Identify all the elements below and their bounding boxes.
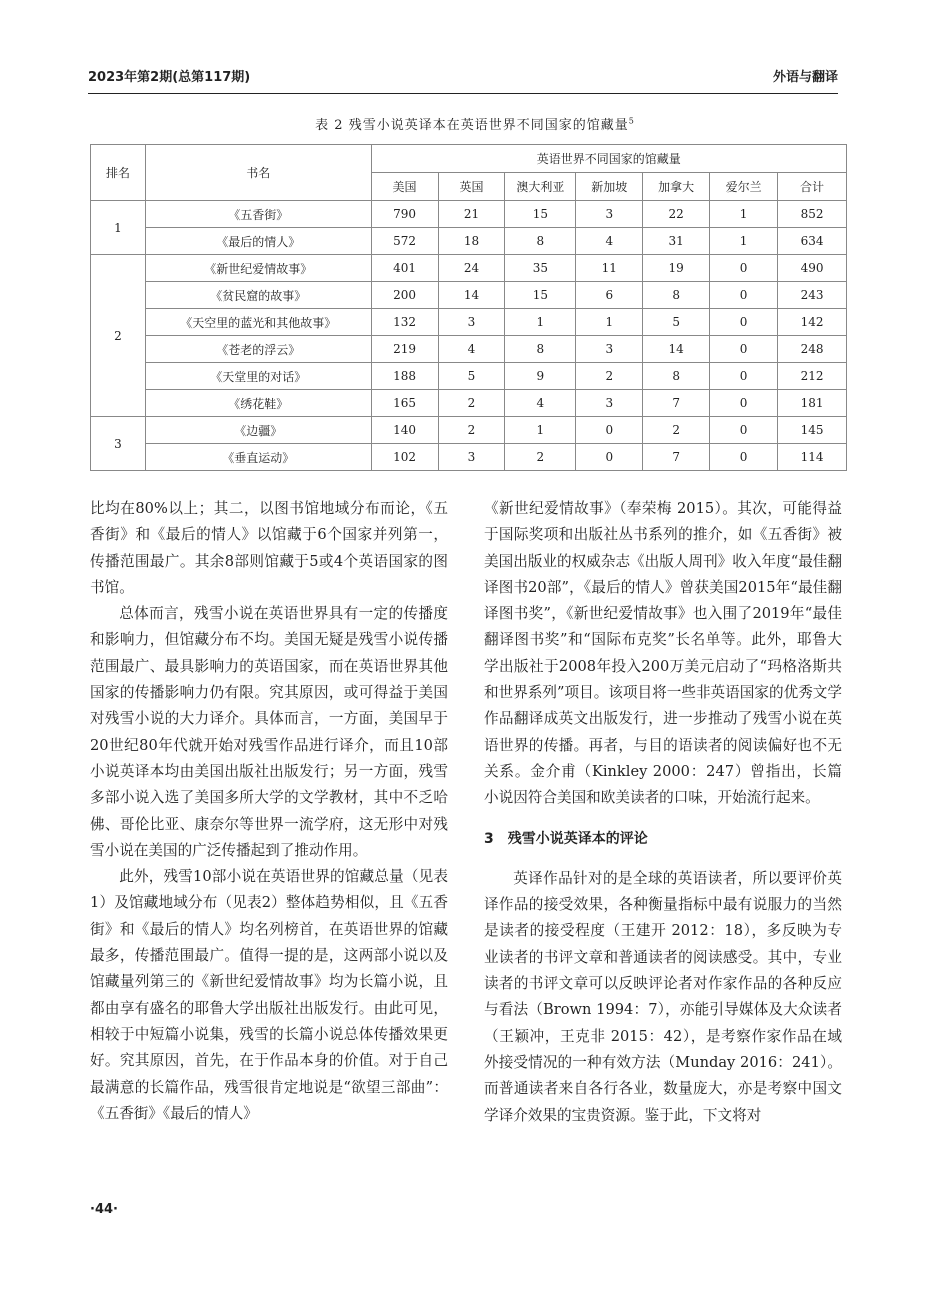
value-cell: 0 (710, 444, 778, 471)
paragraph: 总体而言，残雪小说在英语世界具有一定的传播度和影响力，但馆藏分布不均。美国无疑是残雪小说传播范围最广、最具影响力的英语国家，而在英语世界其他国家的传播影响力仍有限。究其原因，或可得益于美国对残雪小说的大力译介。具体而言，一方面，美国早于20世纪80年代就开始对残雪作品进行译介，而且10部小说英译本均由美国出版社出版发行；另一方面，残雪多部小说入选了美国多所大学的文学教材，其中不乏哈佛、哥伦比亚、康奈尔等世界一流学府，这无形中对残雪小说在美国的广泛传播起到了推动作用。 (90, 605, 448, 859)
value-cell: 11 (576, 255, 643, 282)
value-cell: 8 (505, 336, 576, 363)
value-cell: 5 (438, 363, 505, 390)
table-row (91, 201, 847, 228)
total-cell: 142 (778, 309, 847, 336)
header-group: 英语世界不同国家的馆藏量 (371, 145, 846, 173)
value-cell: 2 (643, 417, 710, 444)
rank-cell: 2 (91, 255, 146, 417)
title-cell: 《最后的情人》 (145, 228, 371, 255)
title-cell: 《苍老的浮云》 (145, 336, 371, 363)
value-cell: 188 (371, 363, 438, 390)
value-cell: 0 (710, 282, 778, 309)
value-cell: 2 (438, 390, 505, 417)
total-cell: 634 (778, 228, 847, 255)
value-cell: 3 (438, 309, 505, 336)
title-cell: 《天堂里的对话》 (145, 363, 371, 390)
rank-cell: 3 (91, 417, 146, 471)
title-cell: 《天空里的蓝光和其他故事》 (145, 309, 371, 336)
value-cell: 15 (505, 201, 576, 228)
value-cell: 9 (505, 363, 576, 390)
value-cell: 3 (576, 390, 643, 417)
right-column (484, 496, 842, 1129)
section-number: 3 (484, 830, 494, 847)
value-cell: 200 (371, 282, 438, 309)
holdings-table (90, 144, 847, 471)
value-cell: 401 (371, 255, 438, 282)
header-country: 英国 (438, 173, 505, 201)
paragraph: 英译作品针对的是全球的英语读者，所以要评价英译作品的接受效果，各种衡量指标中最有说服力的当然是读者的接受程度（王建开 2012：18），多反映为专业读者的书评文章和普通读者的阅读感受。其中，专业读者的书评文章可以反映评论者对作家作品的各种反应与看法（Brown 1994：7），亦能引导媒体及大众读者（王颖冲，王克非 2015：42），是考察作家作品在域外接受情况的一种有效方法（Munday 2016：241）。而普通读者来自各行各业，数量庞大，亦是考察中国文学译介效果的宝贵资源。鉴于此，下文将对 (484, 869, 842, 1124)
header-country: 加拿大 (643, 173, 710, 201)
total-cell: 243 (778, 282, 847, 309)
journal-name: 外语与翻译 (772, 70, 838, 85)
table-row (91, 336, 847, 363)
paragraph: 此外，残雪10部小说在英语世界的馆藏总量（见表1）及馆藏地域分布（见表2）整体趋势相似，且《五香街》和《最后的情人》均名列榜首，在英语世界的馆藏最多，传播范围最广。值得一提的是，这两部小说以及馆藏量列第三的《新世纪爱情故事》均为长篇小说，且都由享有盛名的耶鲁大学出版社出版发行。由此可见，相较于中短篇小说集，残雪的长篇小说总体传播效果更好。究其原因，首先，在于作品本身的价值。对于自己最满意的长篇作品，残雪很肯定地说是“欲望三部曲”：《五香街》《最后的情人》 (90, 868, 448, 1122)
value-cell: 102 (371, 444, 438, 471)
value-cell: 6 (576, 282, 643, 309)
value-cell: 21 (438, 201, 505, 228)
value-cell: 1 (576, 309, 643, 336)
total-cell: 852 (778, 201, 847, 228)
table-row (91, 390, 847, 417)
title-cell: 《五香街》 (145, 201, 371, 228)
header-total: 合计 (778, 173, 847, 201)
value-cell: 8 (505, 228, 576, 255)
title-cell: 《边疆》 (145, 417, 371, 444)
value-cell: 0 (710, 255, 778, 282)
value-cell: 219 (371, 336, 438, 363)
table-row (91, 417, 847, 444)
paragraph: 比均在80%以上；其二，以图书馆地域分布而论，《五香街》和《最后的情人》以馆藏于6个国家并列第一，传播范围最广。其余8部则馆藏于5或4个英语国家的图书馆。 (90, 500, 448, 596)
value-cell: 1 (505, 309, 576, 336)
table-row (91, 282, 847, 309)
value-cell: 5 (643, 309, 710, 336)
value-cell: 790 (371, 201, 438, 228)
table-row (91, 363, 847, 390)
value-cell: 0 (710, 390, 778, 417)
value-cell: 3 (438, 444, 505, 471)
header-country: 爱尔兰 (710, 173, 778, 201)
table-row (91, 228, 847, 255)
value-cell: 1 (710, 228, 778, 255)
value-cell: 7 (643, 390, 710, 417)
value-cell: 31 (643, 228, 710, 255)
header-rank: 排名 (91, 145, 146, 201)
value-cell: 132 (371, 309, 438, 336)
value-cell: 2 (505, 444, 576, 471)
value-cell: 3 (576, 201, 643, 228)
title-cell: 《垂直运动》 (145, 444, 371, 471)
header-rule (88, 93, 838, 94)
value-cell: 4 (576, 228, 643, 255)
section-title: 残雪小说英译本的评论 (507, 830, 648, 847)
page-number: ·44· (90, 1202, 118, 1217)
table-row (91, 444, 847, 471)
value-cell: 4 (505, 390, 576, 417)
table-caption-text: 表 2 残雪小说英译本在英语世界不同国家的馆藏量 (315, 118, 629, 133)
value-cell: 4 (438, 336, 505, 363)
table-caption-footnote: 5 (628, 116, 635, 126)
value-cell: 14 (643, 336, 710, 363)
title-cell: 《新世纪爱情故事》 (145, 255, 371, 282)
rank-cell: 1 (91, 201, 146, 255)
value-cell: 0 (710, 336, 778, 363)
value-cell: 8 (643, 363, 710, 390)
section-heading (484, 826, 842, 852)
header-country: 美国 (371, 173, 438, 201)
total-cell: 490 (778, 255, 847, 282)
title-cell: 《贫民窟的故事》 (145, 282, 371, 309)
value-cell: 24 (438, 255, 505, 282)
value-cell: 2 (438, 417, 505, 444)
value-cell: 1 (710, 201, 778, 228)
value-cell: 7 (643, 444, 710, 471)
value-cell: 1 (505, 417, 576, 444)
issue-info: 2023年第2期(总第117期) (88, 70, 251, 85)
total-cell: 114 (778, 444, 847, 471)
table-row (91, 309, 847, 336)
header-country: 新加坡 (576, 173, 643, 201)
header-country: 澳大利亚 (505, 173, 576, 201)
value-cell: 0 (710, 363, 778, 390)
value-cell: 0 (576, 417, 643, 444)
value-cell: 19 (643, 255, 710, 282)
paragraph: 《新世纪爱情故事》（奉荣梅 2015）。其次，可能得益于国际奖项和出版社丛书系列的推介，如《五香街》被美国出版业的权威杂志《出版人周刊》收入年度“最佳翻译图书20部”，《最后的情人》曾获美国2015年“最佳翻译图书奖”，《新世纪爱情故事》也入围了2019年“最佳翻译图书奖”和“国际布克奖”长名单等。此外，耶鲁大学出版社于2008年投入200万美元启动了“玛格洛斯共和世界系列”项目。该项目将一些非英语国家的优秀文学作品翻译成英文出版发行，进一步推动了残雪小说在英语世界的传播。再者，与目的语读者的阅读偏好也不无关系。金介甫（Kinkley 2000：247）曾指出，长篇小说因符合美国和欧美读者的口味，开始流行起来。 (484, 500, 842, 807)
value-cell: 3 (576, 336, 643, 363)
value-cell: 0 (576, 444, 643, 471)
value-cell: 14 (438, 282, 505, 309)
table-row (91, 255, 847, 282)
value-cell: 18 (438, 228, 505, 255)
value-cell: 8 (643, 282, 710, 309)
value-cell: 0 (710, 309, 778, 336)
value-cell: 2 (576, 363, 643, 390)
value-cell: 15 (505, 282, 576, 309)
table-body (91, 201, 847, 471)
total-cell: 248 (778, 336, 847, 363)
header-title: 书名 (145, 145, 371, 201)
total-cell: 145 (778, 417, 847, 444)
value-cell: 572 (371, 228, 438, 255)
table-caption (0, 114, 950, 133)
value-cell: 0 (710, 417, 778, 444)
value-cell: 22 (643, 201, 710, 228)
running-header (88, 66, 838, 90)
title-cell: 《绣花鞋》 (145, 390, 371, 417)
value-cell: 140 (371, 417, 438, 444)
left-column (90, 496, 448, 1127)
total-cell: 212 (778, 363, 847, 390)
value-cell: 165 (371, 390, 438, 417)
total-cell: 181 (778, 390, 847, 417)
value-cell: 35 (505, 255, 576, 282)
